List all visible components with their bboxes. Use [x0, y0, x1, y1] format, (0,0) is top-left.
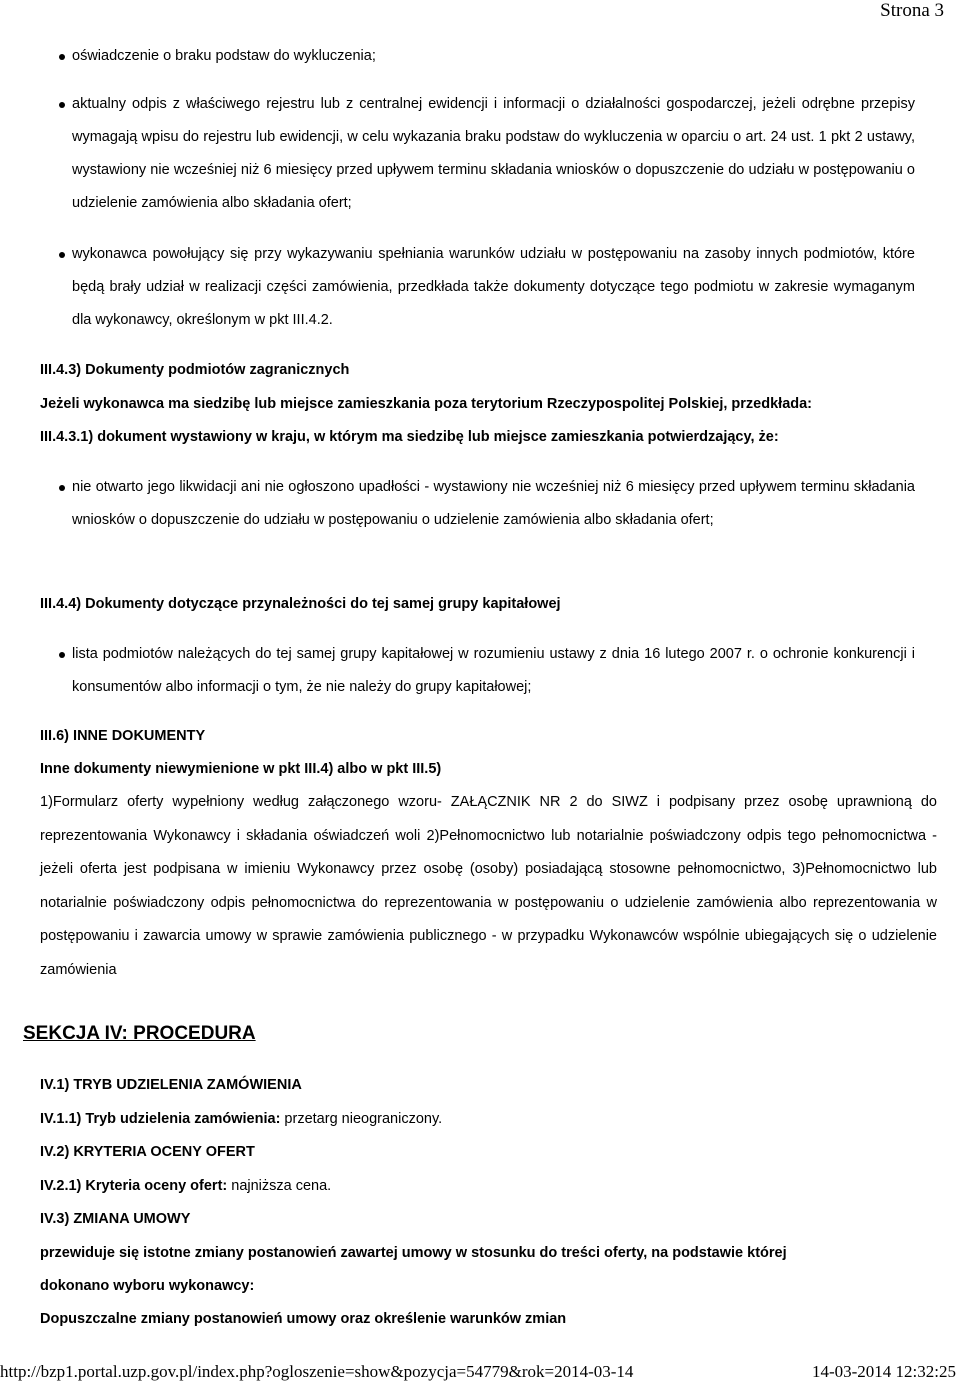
contract-changes-line-2: dokonano wyboru wykonawcy: — [40, 1278, 255, 1294]
subsection-iii-4-3-1: III.4.3.1) dokument wystawiony w kraju, w którym ma siedzibę lub miejsce zamieszkania potwierdzający, że: — [40, 429, 779, 445]
section-heading-iii-6: III.6) INNE DOKUMENTY — [40, 728, 206, 744]
section-iv-title: SEKCJA IV: PROCEDURA — [23, 1023, 256, 1044]
heading-iv-3: IV.3) ZMIANA UMOWY — [40, 1211, 191, 1227]
contract-changes-line-3: Dopuszczalne zmiany postanowień umowy oraz określenie warunków zmian — [40, 1311, 567, 1327]
field-evaluation-criteria — [40, 1178, 331, 1194]
heading-iv-1: IV.1) TRYB UDZIELENIA ZAMÓWIENIA — [40, 1077, 302, 1093]
list-item: lista podmiotów należących do tej samej grupy kapitałowej w rozumieniu ustawy z dnia 16 lutego 2007 r. o ochronie konkurencji i konsumentów albo informacji o tym, że nie należy do grupy kapitałowej; — [72, 638, 915, 704]
field-label: IV.1.1) Tryb udzielenia zamówienia: — [40, 1111, 281, 1127]
list-item: aktualny odpis z właściwego rejestru lub z centralnej ewidencji i informacji o działalności gospodarczej, jeżeli odrębne przepisy wymagają wpisu do rejestru lub ewidencji, w celu wykazania braku podstaw do wykluczenia w oparciu o art. 24 ust. 1 pkt 2 ustawy, wystawiony nie wcześniej niż 6 miesięcy przed upływem terminu składania wniosków o dopuszczenie do udziału w postępowaniu o udzielenie zamówienia albo składania ofert; — [72, 88, 915, 220]
foreign-entities-intro: Jeżeli wykonawca ma siedzibę lub miejsce zamieszkania poza terytorium Rzeczypospolitej Polskiej, przedkłada: — [40, 396, 813, 412]
subheading-other-documents: Inne dokumenty niewymienione w pkt III.4) albo w pkt III.5) — [40, 761, 442, 777]
field-value: najniższa cena. — [227, 1178, 332, 1194]
section-heading-iii-4-4: III.4.4) Dokumenty dotyczące przynależności do tej samej grupy kapitałowej — [40, 596, 561, 612]
other-documents-text: 1)Formularz oferty wypełniony według załączonego wzoru- ZAŁĄCZNIK NR 2 do SIWZ i podpisany przez osobę uprawnioną do reprezentowania Wykonawcy i składania oświadczeń woli 2)Pełnomocnictwo lub notarialnie poświadczony odpis tego pełnomocnictwa - jeżeli oferta jest podpisana w imieniu Wykonawcy przez osobę (osoby) posiadającą stosowne pełnomocnictwo, 3)Pełnomocnictwo lub notarialnie poświadczony odpis pełnomocnictwa do reprezentowania w postępowaniu o udzielenie zamówienia albo reprezentowania w postępowaniu i zawarcia umowy w sprawie zamówienia publicznego - w przypadku Wykonawców wspólnie ubiegających się o udzielenie zamówienia — [40, 794, 937, 978]
field-procedure-type — [40, 1111, 442, 1127]
field-value: przetarg nieograniczony. — [280, 1111, 443, 1127]
list-item: oświadczenie o braku podstaw do wykluczenia; — [72, 40, 915, 73]
contract-changes-line-1: przewiduje się istotne zmiany postanowień zawartej umowy w stosunku do treści oferty, na podstawie której — [40, 1245, 787, 1261]
footer-datetime: 14-03-2014 12:32:25 — [811, 1362, 956, 1381]
field-label: IV.2.1) Kryteria oceny ofert: — [40, 1178, 228, 1194]
list-item: nie otwarto jego likwidacji ani nie ogłoszono upadłości - wystawiony nie wcześniej niż 6 miesięcy przed upływem terminu składania wniosków o dopuszczenie do udziału w postępowaniu o udzielenie zamówienia albo składania ofert; — [72, 471, 915, 537]
page-number: Strona 3 — [880, 0, 944, 21]
list-item: wykonawca powołujący się przy wykazywaniu spełniania warunków udziału w postępowaniu na zasoby innych podmiotów, które będą brały udział w realizacji części zamówienia, przedkłada także dokumenty dotyczące tego podmiotu w zakresie wymaganym dla wykonawcy, określonym w pkt III.4.2. — [72, 238, 915, 337]
section-heading-iii-4-3: III.4.3) Dokumenty podmiotów zagranicznych — [40, 362, 350, 378]
heading-iv-2: IV.2) KRYTERIA OCENY OFERT — [40, 1144, 255, 1160]
footer-url: http://bzp1.portal.uzp.gov.pl/index.php?ogloszenie=show&pozycja=54779&rok=2014-03-14 — [0, 1362, 634, 1381]
